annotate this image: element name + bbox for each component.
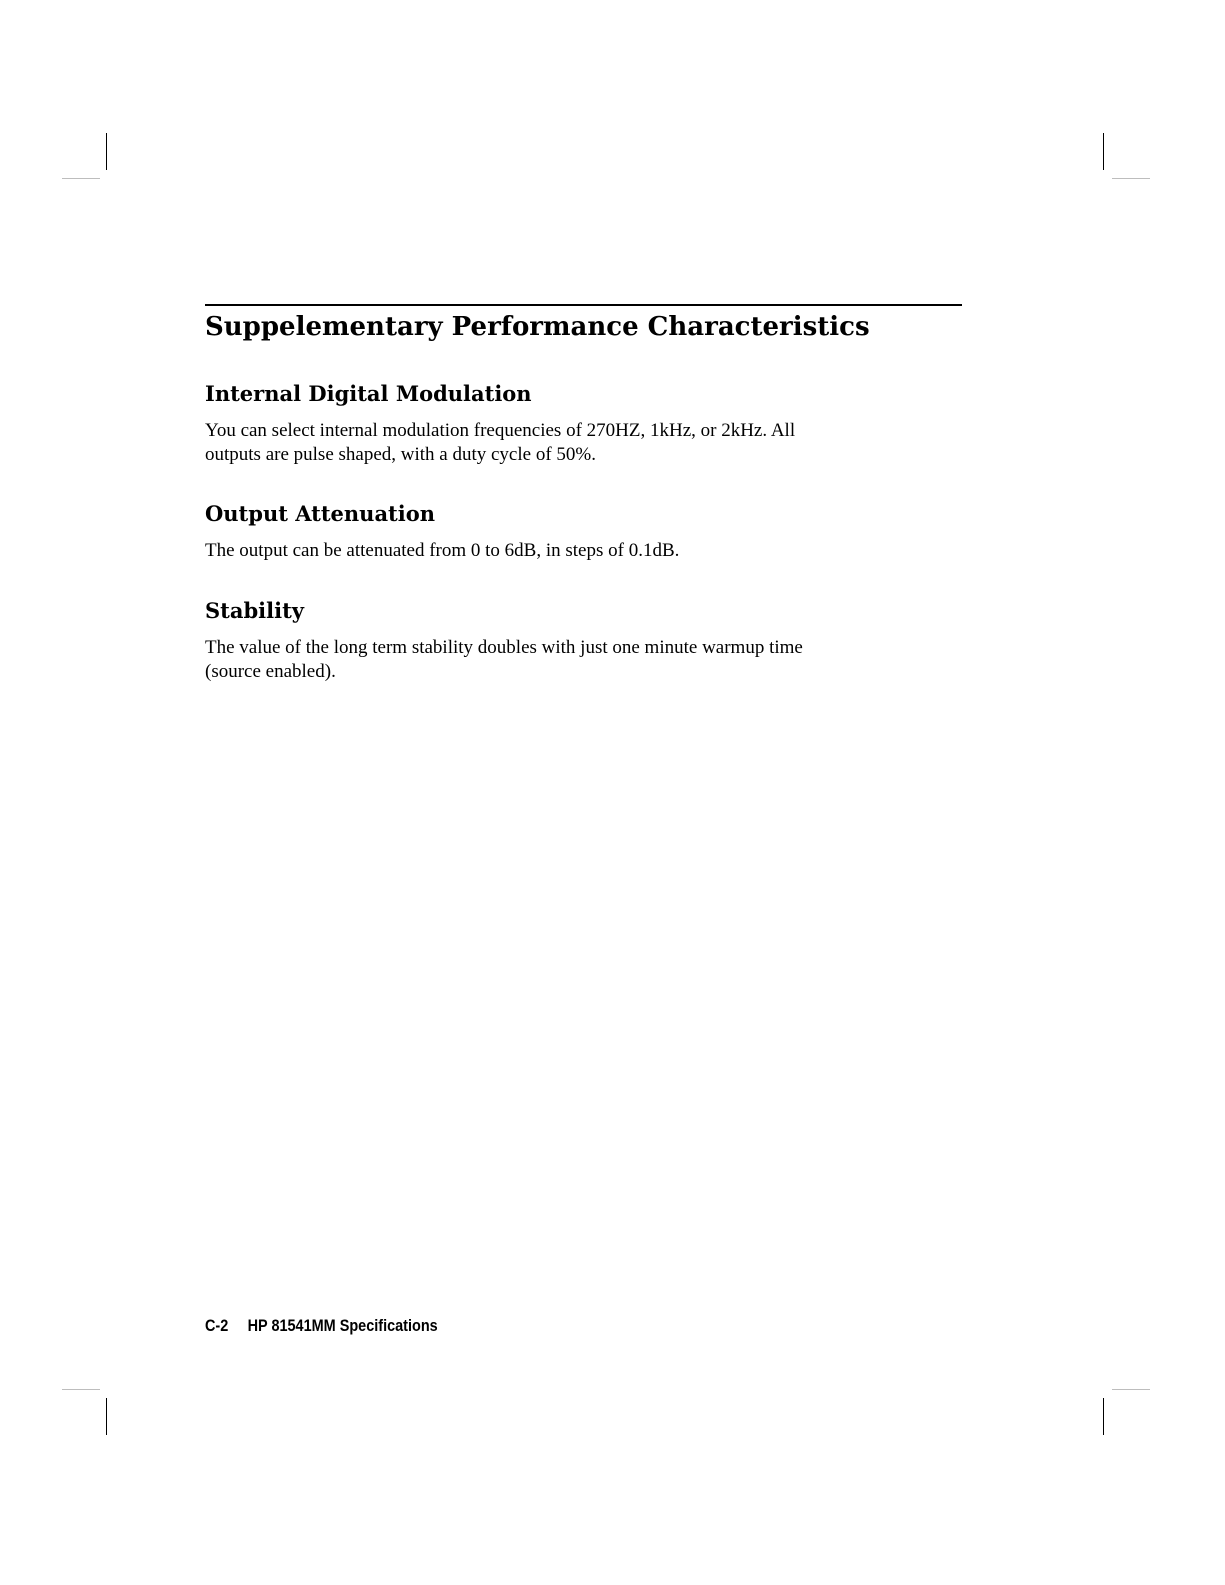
crop-mark-bottom-right-horizontal [1112, 1389, 1150, 1390]
body-line: The output can be attenuated from 0 to 6dB, in steps of 0.1dB. [205, 540, 680, 561]
section-body-internal-digital-modulation [205, 419, 955, 467]
section-heading-stability: Stability [205, 598, 304, 623]
crop-mark-bottom-left-horizontal [62, 1389, 100, 1390]
footer-page-number: C-2 [205, 1316, 229, 1335]
section-heading-output-attenuation: Output Attenuation [205, 501, 436, 526]
footer-document-title: HP 81541MM Specifications [247, 1316, 438, 1335]
body-line: (source enabled). [205, 661, 336, 682]
title-rule [205, 304, 962, 306]
body-line: The value of the long term stability doubles with just one minute warmup time [205, 637, 803, 658]
body-line: outputs are pulse shaped, with a duty cycle of 50%. [205, 444, 596, 465]
crop-mark-bottom-left [106, 1398, 107, 1435]
crop-mark-bottom-right [1103, 1398, 1104, 1435]
section-body-stability [205, 636, 955, 684]
section-heading-internal-digital-modulation: Internal Digital Modulation [205, 381, 532, 406]
crop-mark-top-left-horizontal [62, 178, 100, 179]
page-footer [205, 1315, 438, 1337]
body-line: You can select internal modulation frequencies of 270HZ, 1kHz, or 2kHz. All [205, 420, 796, 441]
section-body-output-attenuation [205, 539, 955, 563]
crop-mark-top-right [1103, 133, 1104, 170]
page-title: Suppelementary Performance Characteristics [205, 312, 870, 342]
crop-mark-top-left [106, 133, 107, 170]
crop-mark-top-right-horizontal [1112, 178, 1150, 179]
